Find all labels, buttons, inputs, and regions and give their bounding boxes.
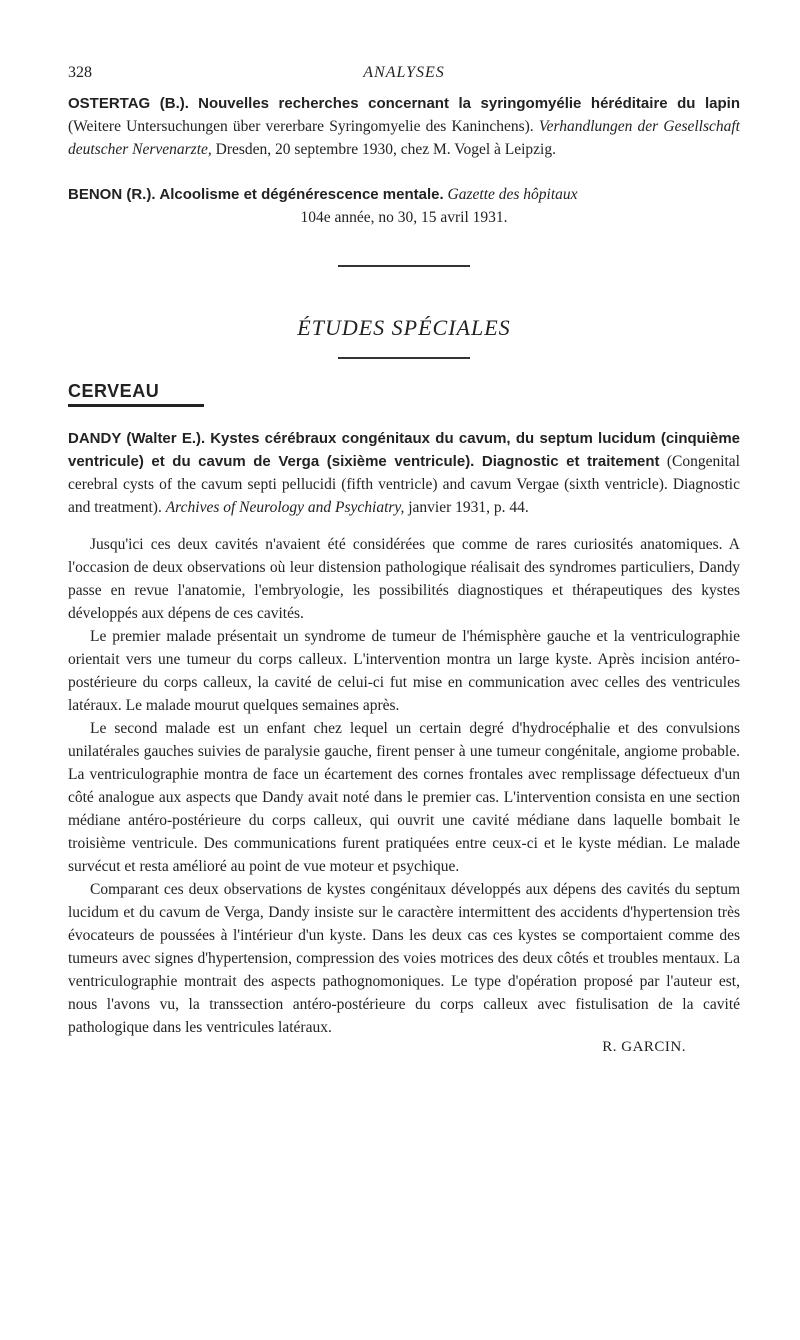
entry-details: janvier 1931, p. 44. <box>408 499 529 516</box>
section-title: ÉTUDES SPÉCIALES <box>297 315 511 340</box>
section-rule-top <box>338 265 470 267</box>
page-header <box>68 60 740 86</box>
entry-ostertag <box>68 92 740 161</box>
paragraph: Le premier malade présentait un syndrome de tumeur de l'hémisphère gauche et la ventriculographie orientait vers une tumeur du corps calleux. L'intervention montra un large kyste. Après incision antéro-postérieure du corps calleux, la cavité de celui-ci fut mise en communication avec celles des ventricules latéraux. Le malade mourut quelques semaines après. <box>68 628 740 714</box>
entry-benon <box>68 183 740 229</box>
entry-source: Archives of Neurology and Psychiatry, <box>165 499 405 516</box>
paragraph: Le second malade est un enfant chez lequel un certain degré d'hydrocéphalie et des convulsions unilatérales gauches suivies de paralysie gauche, firent penser à une tumeur congénitale, angiome probable. La ventriculographie montra de face un écartement des cornes frontales avec remplissage défectueux d'un côté analogue aux aspects que Dandy avait noté dans le premier cas. L'intervention consista en une section médiane antéro-postérieure du corps calleux, qui ouvrit une cavité médiane dans laquelle bombait le troisième ventricule. Des communications furent pratiquées entre ceux-ci et le kyste médian. Le malade survécut et resta amélioré au point de vue moteur et psychique. <box>68 720 740 875</box>
entry-author: BENON (R.). <box>68 186 156 203</box>
entry-details: Dresden, 20 septembre 1930, chez M. Vogel à Leipzig. <box>215 141 556 158</box>
entry-original-title: (Congenital cerebral cysts of the cavum septi pellucidi (fifth ventricle) and cavum Vergae (sixth ventricle). Diagnostic and treatment). <box>68 453 740 516</box>
entry-author: DANDY (Walter E.). <box>68 430 206 447</box>
category-title: CERVEAU <box>68 381 160 401</box>
signature: R. GARCIN. <box>602 1039 686 1055</box>
entry-original-title: (Weitere Untersuchungen über vererbare Syringomyelie des Kaninchens). <box>68 118 534 135</box>
running-title: ANALYSES <box>363 64 445 81</box>
category-underline <box>68 404 204 407</box>
entry-source: Verhandlungen der Gesellschaft deutscher Nervenarzte, <box>68 118 740 158</box>
entry-title: Alcoolisme et dégénérescence mentale. <box>159 186 444 203</box>
page <box>68 60 740 1056</box>
entry-author: OSTERTAG (B.). <box>68 95 189 112</box>
entry-title: Nouvelles recherches concernant la syringomyélie héréditaire du lapin <box>198 95 740 112</box>
entry-title: Kystes cérébraux congénitaux du cavum, du septum lucidum (cinquième ventricule) et du cavum de Verga (sixième ventricule). Diagnostic et traitement <box>68 430 741 470</box>
entry-details: 104e année, no 30, 15 avril 1931. <box>300 209 508 226</box>
paragraph: Comparant ces deux observations de kystes congénitaux développés aux dépens des cavités du septum lucidum et du cavum de Verga, Dandy insiste sur le caractère intermittent des accidents d'hypertension très évocateurs de poussées à l'intérieur d'un kyste. Dans les deux cas ces kystes se comportaient comme des tumeurs avec signes d'hypertension, compression des voies motrices des deux côtés et troubles mentaux. La ventriculographie montrait des aspects pathognomoniques. Le type d'opération proposé par l'auteur est, nous l'avons vu, la transsection antéro-postérieure du corps calleux avec fistulisation de la cavité pathologique dans les ventricules latéraux. <box>68 881 740 1036</box>
entry-source: Gazette des hôpitaux <box>447 186 578 203</box>
category-heading <box>68 381 740 407</box>
review-body <box>68 533 740 1039</box>
page-number: 328 <box>68 64 92 81</box>
paragraph: Jusqu'ici ces deux cavités n'avaient été considérées que comme de rares curiosités anatomiques. A l'occasion de deux observations où leur distension pathologique réalisait des syndromes particuliers, Dandy passe en revue l'anatomie, l'embryologie, les possibilités diagnostiques et thérapeutiques des kystes développés aux dépens de ces cavités. <box>68 536 740 622</box>
entry-dandy <box>68 427 740 519</box>
section-rule-bottom <box>338 357 470 359</box>
